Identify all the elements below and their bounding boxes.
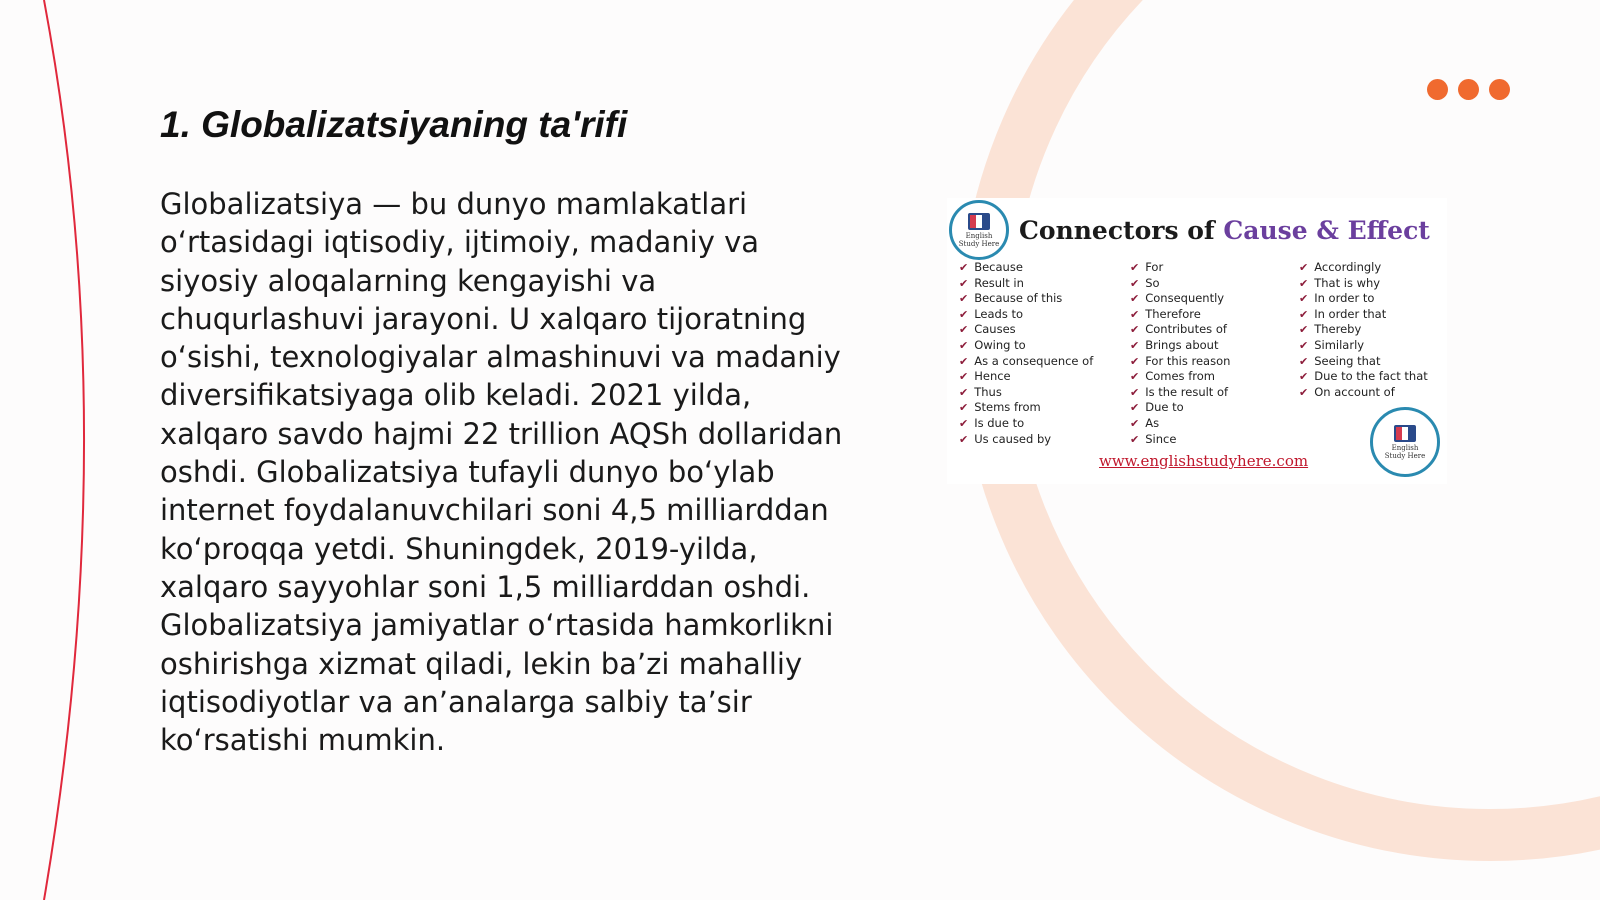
connector-label: Because: [974, 260, 1023, 274]
checkmark-icon: ✔: [959, 307, 969, 321]
connector-item: [1130, 354, 1230, 370]
connector-item: [1130, 276, 1230, 292]
connector-item: [1130, 400, 1230, 416]
badge-label: English Study Here: [958, 231, 1000, 248]
checkmark-icon: ✔: [1299, 323, 1309, 337]
checkmark-icon: ✔: [959, 370, 969, 384]
connector-label: Because of this: [974, 291, 1063, 306]
infographic-title: [1019, 216, 1430, 245]
connector-item: [1299, 276, 1428, 292]
connector-item: [1130, 307, 1230, 323]
connector-label: On account of: [1314, 384, 1395, 399]
connector-label: Thereby: [1314, 322, 1362, 337]
connector-item: [959, 322, 1093, 338]
connector-item: [959, 291, 1093, 307]
checkmark-icon: ✔: [959, 416, 969, 430]
book-icon: [1394, 425, 1416, 442]
connector-label: Is due to: [974, 415, 1025, 430]
connector-label: Stems from: [974, 400, 1041, 415]
checkmark-icon: ✔: [959, 432, 969, 446]
connector-item: [959, 260, 1093, 276]
checkmark-icon: ✔: [959, 385, 969, 399]
connector-column-1: [959, 260, 1093, 447]
connector-label: As: [1145, 415, 1160, 430]
connector-label: Us caused by: [974, 431, 1052, 446]
connector-label: Consequently: [1145, 291, 1225, 306]
english-study-badge-logo-bottom: [1370, 407, 1440, 477]
connector-label: Owing to: [974, 337, 1026, 352]
connector-item: [959, 276, 1093, 292]
connector-label: Similarly: [1314, 337, 1365, 352]
checkmark-icon: ✔: [1130, 432, 1140, 446]
checkmark-icon: ✔: [1299, 307, 1309, 321]
connector-item: [1299, 354, 1428, 370]
connector-label: As a consequence of: [974, 353, 1094, 368]
connector-item: [959, 432, 1093, 448]
checkmark-icon: ✔: [1130, 323, 1140, 337]
checkmark-icon: ✔: [1130, 292, 1140, 306]
connector-item: [1130, 291, 1230, 307]
dot-icon: [1427, 79, 1448, 100]
infographic-title-prefix: Connectors of: [1019, 216, 1215, 245]
badge-label: English Study Here: [1384, 443, 1426, 460]
connectors-infographic: [947, 198, 1447, 484]
checkmark-icon: ✔: [1130, 385, 1140, 399]
connector-item: [1130, 338, 1230, 354]
connector-column-2: [1130, 260, 1230, 447]
connector-item: [959, 354, 1093, 370]
connector-label: Leads to: [974, 306, 1024, 321]
connector-label: For: [1145, 260, 1164, 274]
checkmark-icon: ✔: [1299, 276, 1309, 290]
dot-icon: [1489, 79, 1510, 100]
connector-item: [959, 416, 1093, 432]
connector-label: Comes from: [1145, 369, 1215, 384]
dot-icon: [1458, 79, 1479, 100]
connector-item: [1130, 432, 1230, 448]
connector-label: Due to: [1145, 400, 1184, 415]
checkmark-icon: ✔: [1299, 370, 1309, 384]
connector-item: [959, 338, 1093, 354]
checkmark-icon: ✔: [1299, 292, 1309, 306]
connector-label: Hence: [974, 369, 1011, 384]
connector-item: [1130, 260, 1230, 276]
connector-label: Seeing that: [1314, 353, 1381, 368]
connector-label: Brings about: [1145, 337, 1219, 352]
checkmark-icon: ✔: [1299, 385, 1309, 399]
checkmark-icon: ✔: [1130, 401, 1140, 415]
checkmark-icon: ✔: [959, 338, 969, 352]
orange-dots-decoration: [1427, 79, 1510, 100]
slide-title: 1. Globalizatsiyaning ta'rifi: [160, 104, 628, 145]
connector-item: [1130, 322, 1230, 338]
checkmark-icon: ✔: [1299, 261, 1309, 274]
connector-label: In order that: [1314, 306, 1387, 321]
connector-item: [1299, 307, 1428, 323]
infographic-title-accent: Cause & Effect: [1223, 216, 1430, 245]
checkmark-icon: ✔: [1130, 416, 1140, 430]
checkmark-icon: ✔: [1130, 354, 1140, 368]
checkmark-icon: ✔: [1130, 307, 1140, 321]
checkmark-icon: ✔: [1130, 261, 1140, 274]
connector-item: [1130, 385, 1230, 401]
connector-item: [1130, 369, 1230, 385]
connector-item: [1299, 369, 1428, 385]
checkmark-icon: ✔: [1130, 370, 1140, 384]
checkmark-icon: ✔: [959, 276, 969, 290]
connector-item: [959, 307, 1093, 323]
connector-label: For this reason: [1145, 353, 1231, 368]
checkmark-icon: ✔: [959, 292, 969, 306]
checkmark-icon: ✔: [1130, 276, 1140, 290]
connector-label: Accordingly: [1314, 260, 1382, 274]
checkmark-icon: ✔: [959, 354, 969, 368]
connector-item: [1299, 385, 1428, 401]
checkmark-icon: ✔: [959, 401, 969, 415]
connector-item: [1299, 291, 1428, 307]
connector-label: Is the result of: [1145, 384, 1229, 399]
checkmark-icon: ✔: [959, 261, 969, 274]
book-icon: [968, 213, 990, 230]
connector-item: [959, 385, 1093, 401]
connector-label: Contributes of: [1145, 322, 1227, 337]
slide-body-text: Globalizatsiya — bu dunyo mamlakatlari oʻrtasidagi iqtisodiy, ijtimoiy, madaniy va siyosiy aloqalarning kengayishi va chuqurlashuvi jarayoni. U xalqaro tijoratning oʻsishi, texnologiyalar almashinuvi va madaniy diversifikatsiyaga olib keladi. 2021 yilda, xalqaro savdo hajmi 22 trillion AQSh dollaridan oshdi. Globalizatsiya tufayli dunyo boʻylab internet foydalanuvchilari soni 4,5 milliarddan koʻproqqa yetdi. Shuningdek, 2019-yilda, xalqaro sayyohlar soni 1,5 milliarddan oshdi. Globalizatsiya jamiyatlar oʻrtasida hamkorlikni oshirishga xizmat qiladi, lekin baʼzi mahalliy iqtisodiyotlar va anʼanalarga salbiy taʼsir koʻrsatishi mumkin.: [160, 187, 843, 758]
connector-label: Since: [1145, 431, 1177, 446]
left-curve-line: [44, 0, 84, 900]
connector-label: Due to the fact that: [1314, 369, 1428, 384]
website-link[interactable]: www.englishstudyhere.com: [1099, 452, 1309, 470]
checkmark-icon: ✔: [1299, 354, 1309, 368]
connector-item: [1299, 338, 1428, 354]
connector-item: [959, 369, 1093, 385]
checkmark-icon: ✔: [1130, 338, 1140, 352]
connector-item: [959, 400, 1093, 416]
connector-label: Therefore: [1145, 306, 1201, 321]
english-study-badge-logo: [949, 200, 1009, 260]
checkmark-icon: ✔: [959, 323, 969, 337]
connector-label: Thus: [974, 384, 1002, 399]
connector-label: Result in: [974, 275, 1024, 290]
connector-item: [1299, 260, 1428, 276]
connector-label: That is why: [1314, 275, 1381, 290]
connector-item: [1130, 416, 1230, 432]
checkmark-icon: ✔: [1299, 338, 1309, 352]
connector-column-3: [1299, 260, 1428, 400]
connector-label: Causes: [974, 322, 1016, 337]
connector-label: In order to: [1314, 291, 1375, 306]
connector-item: [1299, 322, 1428, 338]
connector-label: So: [1145, 275, 1160, 290]
